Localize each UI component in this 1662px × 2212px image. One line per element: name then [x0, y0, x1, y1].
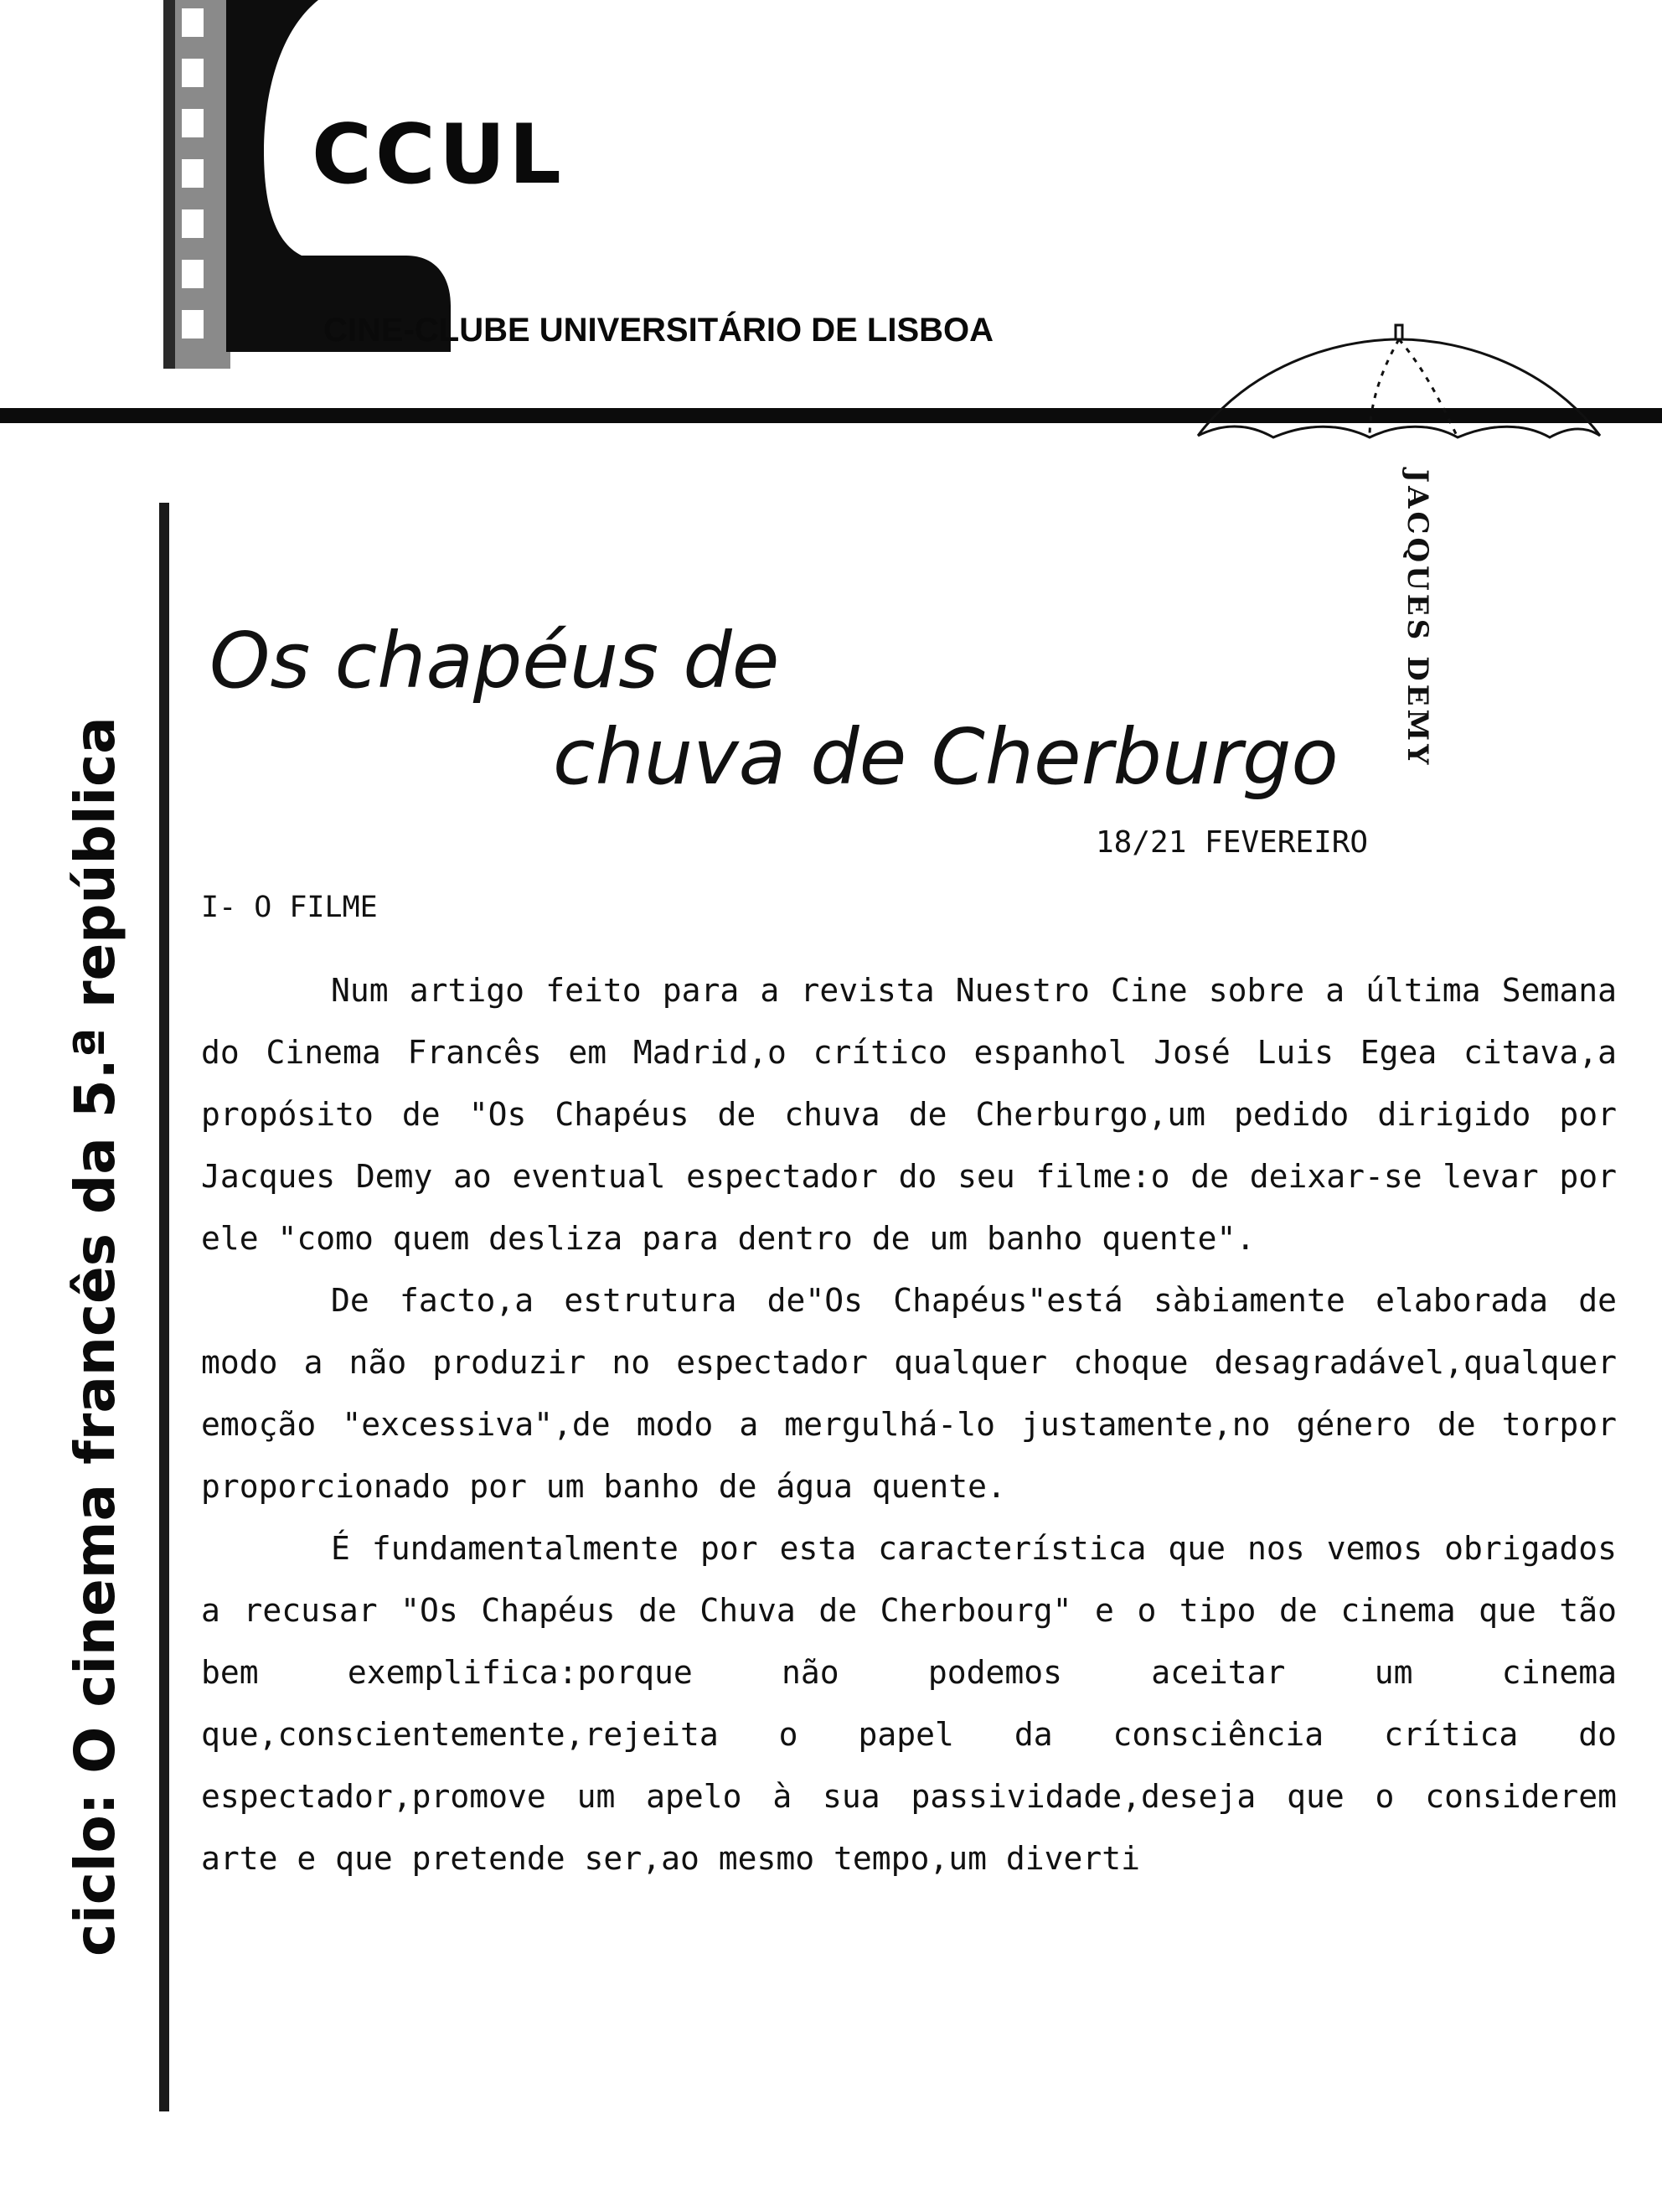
- paragraph: De facto,a estrutura de"Os Chapéus"está sàbiamente elaborada de modo a não produzir no espectador qualquer choque desagradável,qualquer emoção "excessiva",de modo a mergulhá-lo justamente,no género de torpor proporcionado por um banho de água quente.: [201, 1282, 1636, 1505]
- screening-date: 18/21 FEVEREIRO: [1096, 825, 1369, 860]
- director-name: JACQUES DEMY: [1401, 469, 1434, 768]
- cycle-title: ciclo: O cinema francês da 5.ª república: [63, 716, 127, 1956]
- ccul-logo-text: CCUL: [312, 107, 565, 203]
- film-title-line2: chuva de Cherburgo: [553, 712, 1339, 802]
- film-strip-logo: [163, 0, 230, 369]
- section-heading: I- O FILME: [201, 891, 378, 924]
- paragraph: Num artigo feito para a revista Nuestro Cine sobre a última Semana do Cinema Francês em Madrid,o crítico espanhol José Luis Egea citava,a propósito de "Os Chapéus de chuva de Cherburgo,um pedido dirigido por Jacques Demy ao eventual espectador do seu filme:o de deixar-se levar por ele "como quem desliza para dentro de um banho quente".: [201, 972, 1636, 1257]
- umbrella-drawing: [1190, 318, 1608, 469]
- club-name: CINE-CLUBE UNIVERSITÁRIO DE LISBOA: [323, 312, 994, 349]
- left-margin-rule: [159, 503, 169, 2111]
- paragraph: É fundamentalmente por esta característica que nos vemos obrigados a recusar "Os Chapéus de Chuva de Cherbourg" e o tipo de cinema que tão bem exemplifica:porque não podemos aceitar um cinema que,conscientemente,rejeita o papel da consciência crítica do espectador,promove um apelo à sua passividade,deseja que o considerem arte e que pretende ser,ao mesmo tempo,um diverti: [201, 1530, 1636, 1877]
- film-title-handwritten: [193, 603, 1449, 821]
- film-title-line1: Os chapéus de: [209, 616, 780, 705]
- article-body: [201, 959, 1636, 1889]
